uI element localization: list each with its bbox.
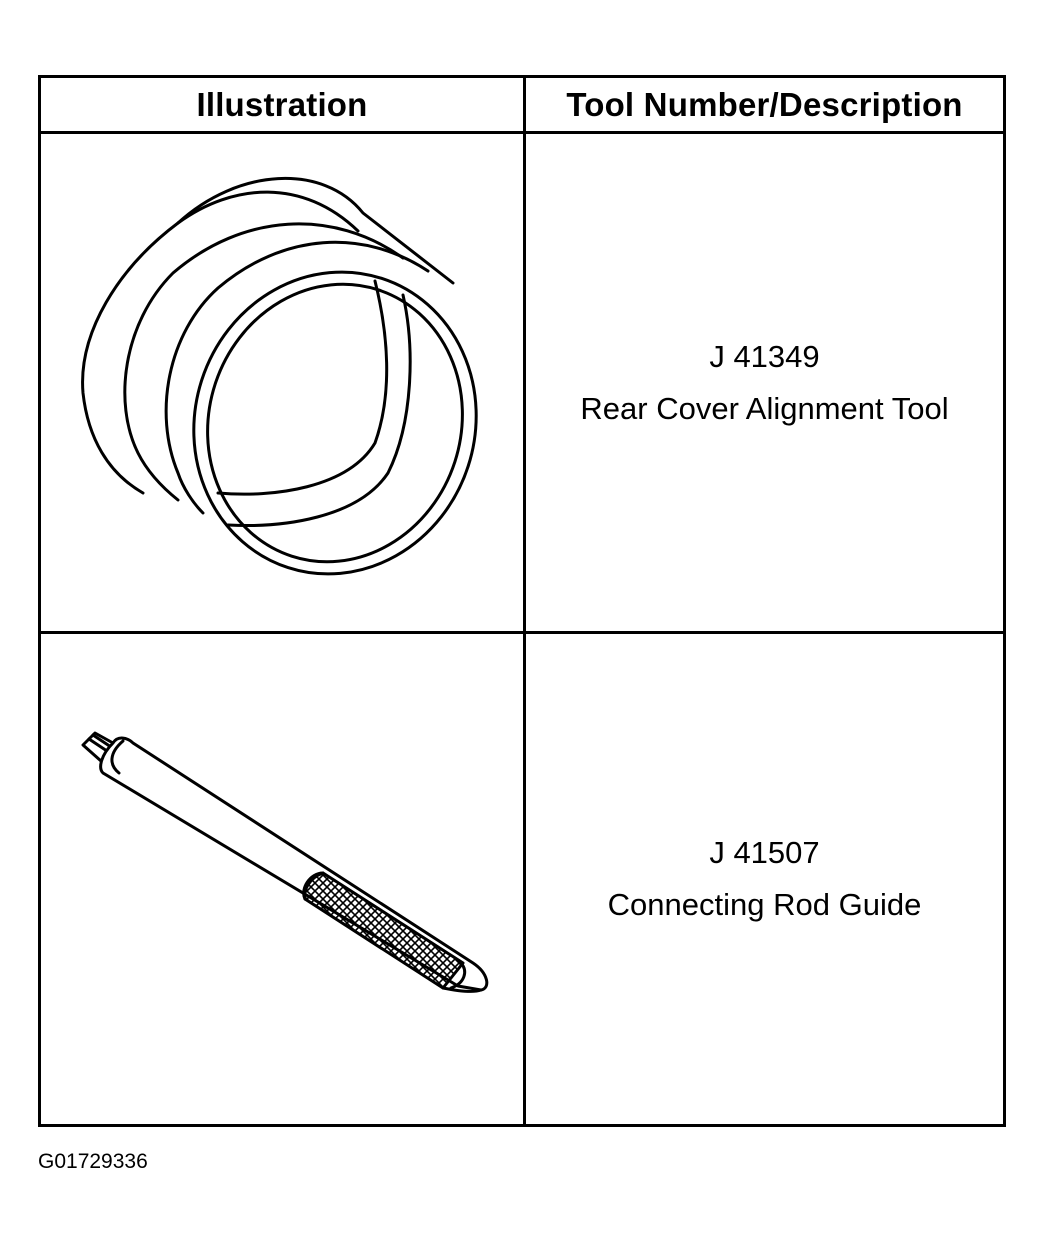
tool-number: J 41349	[709, 338, 820, 374]
rod-guide-icon	[41, 634, 523, 1124]
table-row-1-illustration	[41, 134, 523, 631]
tool-number: J 41507	[709, 835, 820, 870]
header-tool-number-description: Tool Number/Description	[566, 85, 963, 123]
header-illustration: Illustration	[196, 85, 368, 123]
table-row-2-illustration	[41, 634, 523, 1124]
tool-description: Rear Cover Alignment Tool	[580, 390, 949, 426]
tool-table	[38, 75, 1006, 1127]
figure-code: G01729336	[38, 1150, 148, 1173]
alignment-ring-icon	[41, 134, 523, 631]
tool-description: Connecting Rod Guide	[607, 887, 922, 922]
table-row-2-description	[526, 634, 1003, 1124]
table-row-1-description	[526, 134, 1003, 631]
